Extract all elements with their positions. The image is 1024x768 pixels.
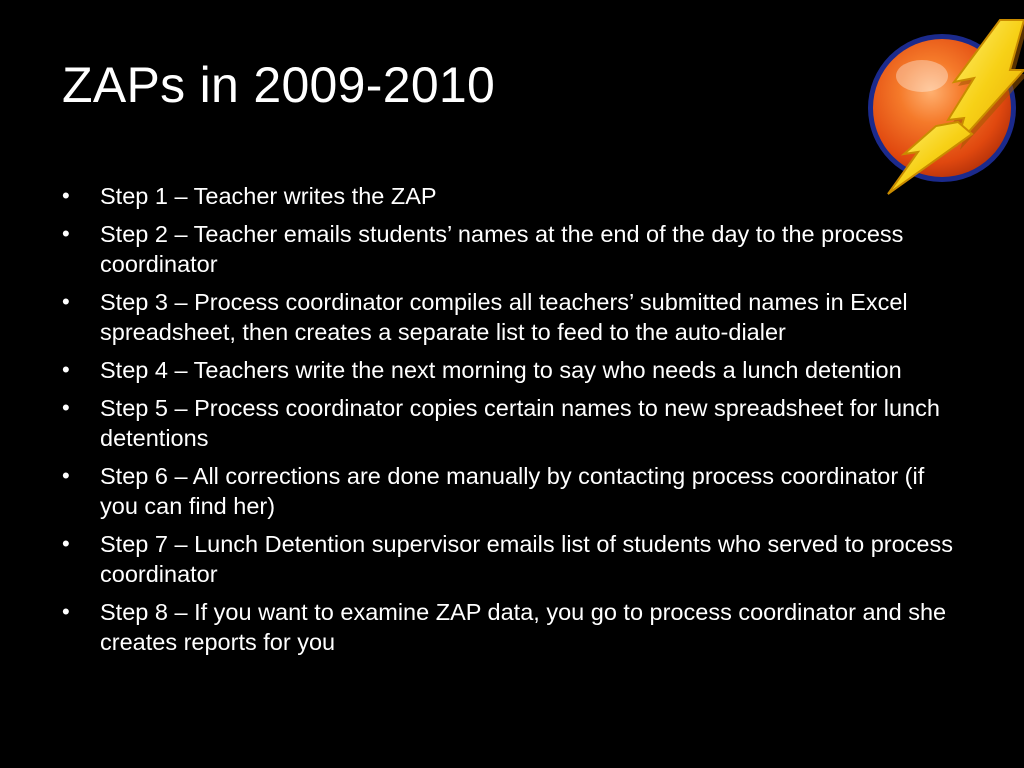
bullet-item-step-3 [62,287,962,347]
bullet-dot-icon: • [62,463,70,488]
bullet-item-step-1 [62,181,962,211]
bullet-dot-icon: • [62,531,70,556]
bullet-list [62,181,962,665]
bullet-text: Step 3 – Process coordinator compiles all teachers’ submitted names in Excel spreadsheet, then creates a separate list to feed to the auto-dialer [100,289,908,345]
bullet-text: Step 5 – Process coordinator copies certain names to new spreadsheet for lunch detentions [100,395,940,451]
bullet-text: Step 1 – Teacher writes the ZAP [100,183,437,209]
bullet-item-step-4 [62,355,962,385]
bullet-dot-icon: • [62,395,70,420]
bullet-text: Step 2 – Teacher emails students’ names at the end of the day to the process coordinator [100,221,904,277]
bullet-item-step-7 [62,529,962,589]
lightning-bolt-orb-icon [860,14,1024,198]
bullet-dot-icon: • [62,357,70,382]
bullet-item-step-6 [62,461,962,521]
bullet-text: Step 6 – All corrections are done manually by contacting process coordinator (if you can find her) [100,463,925,519]
bullet-item-step-5 [62,393,962,453]
bullet-text: Step 4 – Teachers write the next morning to say who needs a lunch detention [100,357,902,383]
bullet-dot-icon: • [62,599,70,624]
bullet-item-step-2 [62,219,962,279]
bullet-text: Step 8 – If you want to examine ZAP data, you go to process coordinator and she creates reports for you [100,599,947,655]
bullet-dot-icon: • [62,183,70,208]
bullet-text: Step 7 – Lunch Detention supervisor emails list of students who served to process coordinator [100,531,953,587]
slide-title: ZAPs in 2009-2010 [62,57,496,113]
bullet-item-step-8 [62,597,962,657]
bullet-dot-icon: • [62,289,70,314]
bullet-dot-icon: • [62,221,70,246]
